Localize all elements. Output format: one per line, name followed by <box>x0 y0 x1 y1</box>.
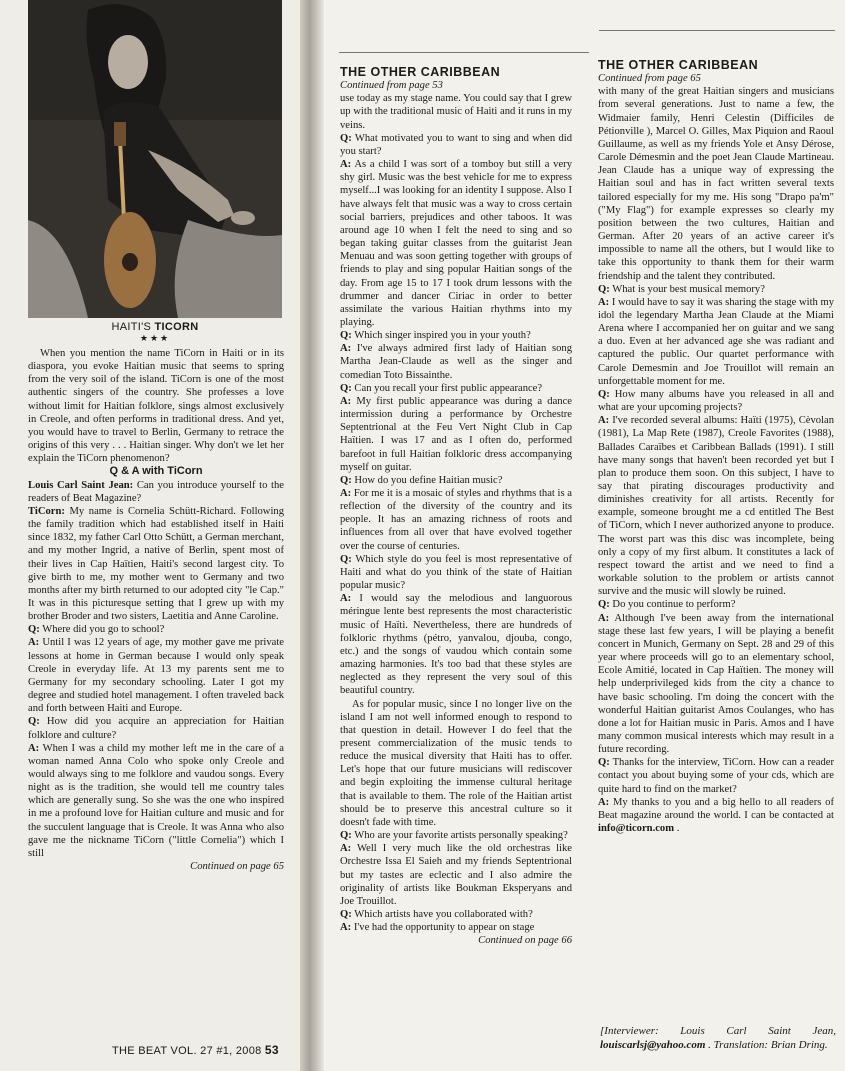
qa-answer: A: Although I've been away from the international stage these last few years, I will be playing a benefit concert in Munich, Germany on Sept. 28 and 29 of this year where proceeds will go to an elementary school, Ecole Amitié, located in Cap Haïtien. The money will help underprivileged kids from the city a chance to have basic schooling. I'm doing the concert with the wonderful Haitian guitarist Amos Coulanges, who has done a lot for Haitian music in Paris. Amos and I have many common musical interests which may result in a future recording. <box>598 612 834 756</box>
section-title: THE OTHER CARIBBEAN <box>340 65 501 79</box>
qa-question: Louis Carl Saint Jean: Can you introduce yourself to the readers of Beat Magazine? <box>28 479 284 504</box>
caption-name: TICORN <box>154 321 199 333</box>
column-3 <box>598 59 834 835</box>
column-2 <box>340 66 572 947</box>
intro-paragraph: When you mention the name TiCorn in Haiti or in its diaspora, you evoke Haitian music that seems to spring from the very soil of the island. TiCorn is one of the most authentic singers of the country. She professes a love without limit for Haitian folklore, sings almost exclusively in Creole, and often performs in traditional dress. And yet, you would have to travel to Berlin, Germany to retrace the origins of this very . . . Haitian singer. Why don't we let her explain the TiCorn phenomenon? <box>28 348 284 465</box>
page-gutter <box>300 0 324 1071</box>
qa-question: Q: Where did you go to school? <box>28 624 165 636</box>
interviewer-email[interactable]: louiscarlsj@yahoo.com <box>600 1039 706 1051</box>
qa-answer: A: I've always admired first lady of Haitian song Martha Jean-Claude as well as the singer and comedian Toto Bissainthe. <box>340 343 572 381</box>
qa-question: Q: Which singer inspired you in your youth? <box>340 330 531 342</box>
section-title: THE OTHER CARIBBEAN <box>598 58 759 72</box>
qa-question: Q: Do you continue to perform? <box>598 599 736 611</box>
section-rule <box>339 52 589 53</box>
qa-answer: A: My thanks to you and a big hello to all readers of Beat magazine around the world. I can be contacted at info@ticorn.com . <box>598 796 834 835</box>
qa-question: Q: Thanks for the interview, TiCorn. How can a reader contact you about buying some of your cds, which are quite hard to find on the market? <box>598 757 834 795</box>
caption-prefix: HAITI'S <box>111 321 152 333</box>
section-rule <box>599 30 835 31</box>
qa-question: Q: What motivated you to want to sing and when did you start? <box>340 132 572 157</box>
footer-page-number: 53 <box>264 1043 279 1057</box>
qa-question: Q: Which style do you feel is most representative of Haiti and what do you think of the state of Haitian popular music? <box>340 553 572 592</box>
paragraph: As for popular music, since I no longer live on the island I am not well informed enough to respond to that question in detail. However I do feel that the present commercialization of the music tends to reduce the musical diversity that Haiti has to offer. Let's hope that our future musicians will rediscover and begin exploiting the immense cultural heritage that is available to them. The role of the Haitian artist should be to preserve this ancestral culture so it doesn't fade with time. <box>340 698 572 828</box>
qa-answer: A: Until I was 12 years of age, my mother gave me private lessons at home in German because I would only speak Creole in everyday life. At 13 my parents sent me to Germany for my secondary schooling. Later I got my degree and studied hotel management. I often traveled back and forth between Haiti and Europe. <box>28 637 284 715</box>
photo-illustration <box>28 0 282 318</box>
qa-question: Q: Can you recall your first public appearance? <box>340 382 543 394</box>
qa-answer: A: As a child I was sort of a tomboy but still a very shy girl. Music was the best vehicle for me to express myself...I was looking for an identity I suppose. Also I have always felt that music was a way to cross certain social barriers, prejudices and other taboos. It was around age 10 when I felt the need to sing and so began taking guitar classes from the guitarist Jean Menuau and was soon getting together with groups of friends to play and sing popular Haitian songs of the day. From age 15 to 17 I took drum lessons with the drummer and dancer Ciriac in order to better assimilate the various Haitian rhythms into my playing. <box>340 159 572 328</box>
qa-question: Q: How many albums have you released in all and what are your upcoming projects? <box>598 388 834 414</box>
qa-answer: A: Well I very much like the old orchestras like Orchestre Issa El Saieh and my friends Septentrional but my tastes are eclectic and I also admire the originality of artists like Boukman Eksperyans and Joe Trouillot. <box>340 843 572 907</box>
qa-answer: A: When I was a child my mother left me in the care of a woman named Anna Colo who spoke only Creole and would always sing to me folklore and vaudou songs. Every night as is the tradition, she would tell me country tales which are generally sung. So she was the one who inspired in me a profound love for Haitian culture and music and for the succulent language that is Creole. It was Anna who also gave me the nickname TiCorn ("little Cornelia") which I still <box>28 742 284 859</box>
caption-stars: ★★★ <box>139 333 171 343</box>
paragraph: use today as my stage name. You could say that I grew up with the traditional music of Haiti and it runs in my veins. <box>340 93 572 131</box>
continued-note: Continued on page 66 <box>478 935 572 947</box>
column-1 <box>28 347 284 873</box>
paragraph: with many of the great Haitian singers and musicians from several generations. Just to name a few, the Widmaier family, Henri Celestin (Difficiles de Pétionville ), Marcel O. Gilles, Max Piquion and Raoul Guillaume, as well as my friends Yole et Ansy Dérose, Carole Démesmin and the poet Jean Claude Martineau. Jean Claude has a unique way of expressing the Haitian soul and has in fact written several texts tailored especially for my me. His song "Drapo pa'm" ("My Flag") for example expresses so clearly my position between the two cultures, Haitian and German. After 20 years of an active career it's impossible to name all the others, but I would like to take this opportunity to thank them for their warm friendship and the talent they contributed. <box>598 86 834 282</box>
continued-from: Continued from page 65 <box>598 73 701 85</box>
left-page <box>0 0 300 1071</box>
qa-question: Q: What is your best musical memory? <box>598 283 765 295</box>
continued-from: Continued from page 53 <box>340 80 443 92</box>
qa-answer: A: I would have to say it was sharing the stage with my idol the legendary Martha Jean Claude at the Miami Arena where I accompanied her on guitar and we sang a duo. Even at her advanced age she was radiant and captured the public. Our quartet performance with Carole Demesmin and Joe Trouillot will remain an unforgettable moment for me. <box>598 296 834 387</box>
qa-answer: A: My first public appearance was during a dance intermission during a performance by Orchestre Septentrional at the Feu Vert Night Club in Cap Haïtien. I was 17 and as I often do, performed barefoot in full Haitian folkloric dress accompanying myself on guitar. <box>340 395 572 473</box>
qa-question: Q: Which artists have you collaborated with? <box>340 909 533 920</box>
qa-question: Q: How do you define Haitian music? <box>340 474 503 486</box>
qa-question: Q: How did you acquire an appreciation for Haitian folklore and culture? <box>28 716 284 741</box>
qa-question: Q: Who are your favorite artists personally speaking? <box>340 830 568 842</box>
qa-heading: Q & A with TiCorn <box>109 465 203 478</box>
page-footer <box>112 1043 279 1057</box>
interview-credit: [Interviewer: Louis Carl Saint Jean, louiscarlsj@yahoo.com . Translation: Brian Dring. <box>600 1025 836 1051</box>
qa-answer: A: I've recorded several albums: Haïti (1975), Cèvolan (1981), La Map Rete (1987), Creole Favorites (1988), Ballades Caraïbes et Caribbean Ballads (1991). I still have many songs that haven't been recorded yet but I plan to produce them soon. On this subject, I have to say that pirating discourages productivity and diminishes creativity for all artists. Recently for example, someone brought me a cd entitled The Best of TiCorn, which I never authorized anyone to produce. The worst part was this disc was incomplete, being only a copy of my first album. It constitutes a lack of respect toward the artist and we need to find a workable solution to the problem or artists cannot survive and the music will slowly be ruined. <box>598 415 834 598</box>
qa-answer: A: I've had the opportunity to appear on stage <box>340 922 535 934</box>
qa-answer: A: For me it is a mosaic of styles and rhythms that is a reflection of the diversity of the country and its people. It has an amazing richness of roots and influences from all over that have evolved together over the course of centuries. <box>340 488 572 552</box>
photo-caption <box>28 321 282 333</box>
ticorn-photo <box>28 0 282 318</box>
continued-note: Continued on page 65 <box>190 861 284 873</box>
qa-answer: A: I would say the melodious and languorous méringue lente best represents the most characteristic music of Haïti. Nevertheless, there are hundreds of folkloric rhythms (pétro, yanvalou, djouba, congo, etc.) and the songs of vaudou which contain some amazing harmonies. It's too bad that these styles are neglected as they represent the very soul of this beautiful country. <box>340 593 572 697</box>
qa-answer: TiCorn: My name is Cornelia Schütt-Richard. Following the family tradition which had established itself in Haiti since 1832, my father Carl Otto Schütt, a German merchant, and my mother Ingrid, a native of Berlin, spent most of their lives in Cap Haïtien, Haiti's second largest city. To give birth to me, my mother went to Germany and two months after my birth returned to our adopted city "le Cap." It was in this picturesque setting that I grew up with my brother Broder and two sisters, Laetitia and Anne Caroline. <box>28 505 284 623</box>
footer-text: THE BEAT VOL. 27 #1, 2008 <box>112 1045 262 1057</box>
contact-email[interactable]: info@ticorn.com <box>598 823 675 835</box>
